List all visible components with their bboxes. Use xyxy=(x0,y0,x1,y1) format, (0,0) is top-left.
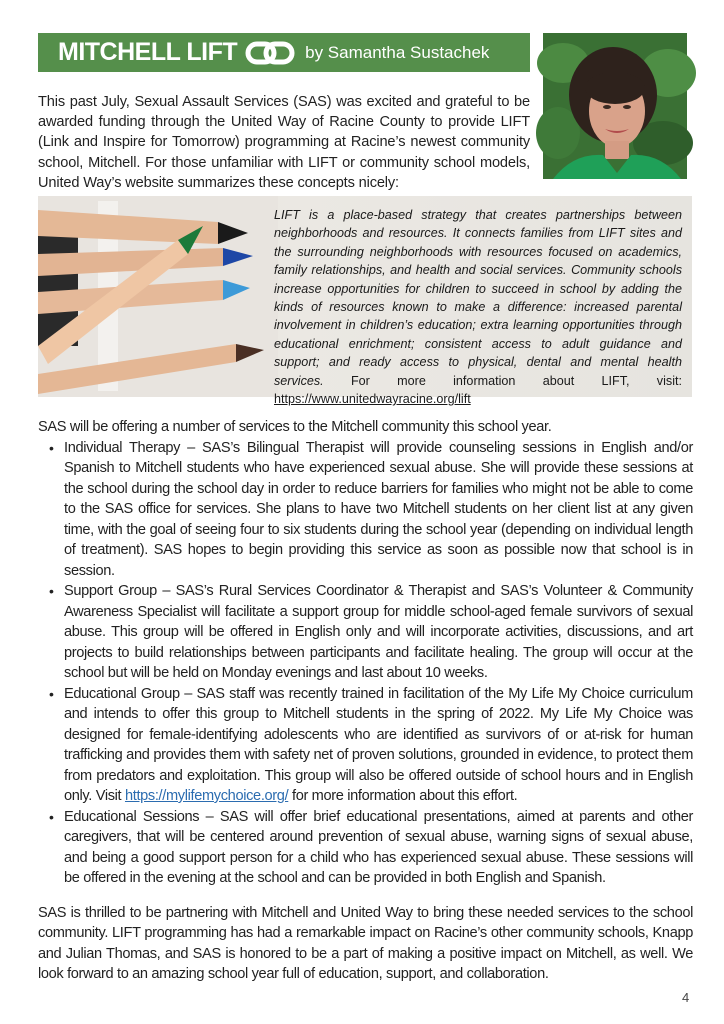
article-body xyxy=(38,417,693,985)
chain-link-icon xyxy=(245,41,295,65)
article-title: MITCHELL LIFT xyxy=(58,38,238,66)
quote-more-info: For more information about LIFT, visit: xyxy=(323,373,682,388)
lift-quote xyxy=(274,206,682,408)
article-header xyxy=(38,33,530,72)
intro-paragraph: This past July, Sexual Assault Services (SAS) was excited and grateful to be awarded funding through the United Way of Racine County to provide LIFT (Link and Inspire for Tomorrow) programming at Racine’s newest community school, Mitchell. For those unfamiliar with LIFT or community school models, United Way’s website summarizes these concepts nicely: xyxy=(38,93,530,192)
mylifemychoice-link[interactable]: https://mylifemychoice.org/ xyxy=(124,788,289,804)
author-photo xyxy=(543,33,687,179)
services-list xyxy=(38,438,693,889)
services-intro: SAS will be offering a number of services to the Mitchell community this school year. xyxy=(38,419,552,435)
service-educational-sessions: • Educational Sessions – SAS will offer brief educational presentations, aimed at parents and other caregivers, that will be centered around prevention of sexual abuse, warning signs of sexual abuse, and being a good support person for a child who has experienced sexual abuse. These sessions will be offered in the evening at the school and can be provided in both English and Spanish. xyxy=(64,807,693,889)
article-byline: by Samantha Sustachek xyxy=(305,42,490,62)
service-educational-group-text: Educational Group – SAS staff was recently trained in facilitation of the My Life My Choice curriculum and intends to offer this group to Mitchell students in the spring of 2022. My Life My Choice was designed for female-identifying adolescents who are identified as survivors of or at-risk for human trafficking and provides them with safety net of proven solutions, grounded in evidence, to protect them from predators and exploitation. This group will also be offered outside of school hours and in English only. Visit xyxy=(64,685,693,804)
service-educational-group-after: for more information about this effort. xyxy=(288,788,518,804)
service-support-group: • Support Group – SAS’s Rural Services Coordinator & Therapist and SAS’s Volunteer & Community Awareness Specialist will facilitate a support group for middle school-aged female survivors of sexual abuse. This group will be offered in English only and will incorporate activities, discussions, and art projects to build relationships between participants and facilitate healing. The group will occur at the school but will be held on Monday evenings and last about 10 weeks. xyxy=(64,581,693,684)
page-number: 4 xyxy=(682,990,690,1005)
colored-pencils-image xyxy=(38,196,278,397)
closing-paragraph: SAS is thrilled to be partnering with Mitchell and United Way to bring these needed services to the school community. LIFT programming has had a remarkable impact on Racine’s other community schools, Knapp and Julian Thomas, and SAS is honored to be a part of making a positive impact on Mitchell, as well. We look forward to an amazing school year full of education, support, and collaboration. xyxy=(38,904,693,982)
service-individual-therapy: • Individual Therapy – SAS’s Bilingual Therapist will provide counseling sessions in English and/or Spanish to Mitchell students who have experienced sexual abuse. She will provide these sessions at the school during the school day in order to reduce barriers for families who might not be able to come to the SAS office for services. She plans to have two Mitchell students on her client list at any given time, with the goal of seeing four to six students during the school year (depending on individual length of treatment). SAS hopes to begin providing this service as soon as possible now that school is in session. xyxy=(64,438,693,582)
quote-text: LIFT is a place-based strategy that creates partnerships between neighborhoods and resources. It connects families from LIFT sites and the surrounding neighborhoods with resources focused on academics, family relationships, and health and social services. Community schools increase opportunities for children to succeed in school by adding the kinds of resources known to make a difference: increased parental involvement in children’s education; extra learning opportunities through educational enrichment; consistent access to adult guidance and support; and ready access to physical, dental and mental health services. xyxy=(274,208,682,388)
service-educational-group xyxy=(64,684,693,807)
lift-quote-banner xyxy=(38,196,692,407)
unitedway-lift-link[interactable]: https://www.unitedwayracine.org/lift xyxy=(274,392,471,407)
